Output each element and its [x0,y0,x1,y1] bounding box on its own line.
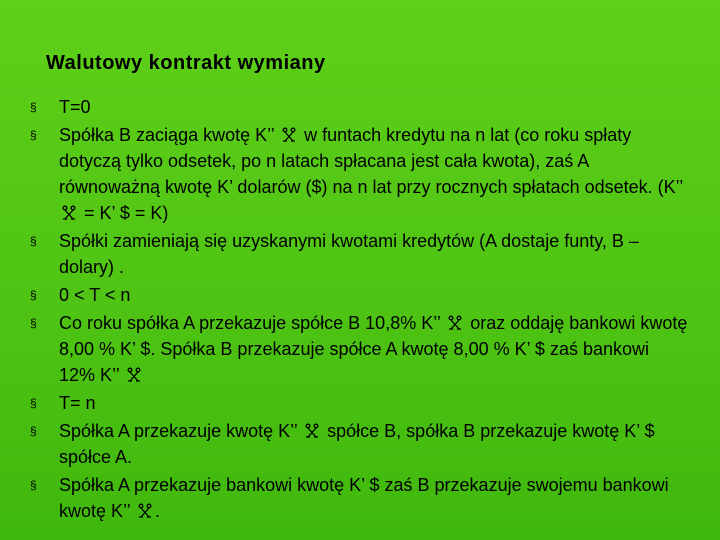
pound-symbol-icon [281,124,297,140]
pound-symbol-icon [304,420,320,436]
bullet-marker: § [30,128,37,142]
list-item: § Spółka A przekazuje kwotę K’’ spółce B, spółka B przekazuje kwotę K’ $ spółce A. [30,418,690,470]
bullet-marker: § [30,234,37,248]
pound-symbol-icon [447,312,463,328]
pound-symbol-icon [137,500,153,516]
list-item: § Spółka A przekazuje bankowi kwotę K’ $ zaś B przekazuje swojemu bankowi kwotę K’’ . [30,472,690,524]
list-item: § Co roku spółka A przekazuje spółce B 10,8% K’’ oraz oddaję bankowi kwotę 8,00 % K’ $. Spółka B przekazuje spółce A kwotę 8,00 % K’ $ zaś bankowi 12% K’’ [30,310,690,388]
slide-title: Walutowy kontrakt wymiany [46,52,326,74]
bullet-marker: § [30,316,37,330]
bullet-marker: § [30,478,37,492]
bullet-marker: § [30,288,37,302]
bullet-marker: § [30,396,37,410]
bullet-marker: § [30,424,37,438]
pound-symbol-icon [61,202,77,218]
list-item: § T=0 [30,94,690,120]
pound-symbol-icon [126,364,142,380]
list-item: § T= n [30,390,690,416]
bullet-marker: § [30,100,37,114]
bullet-list [30,94,690,524]
list-item: § Spółki zamieniają się uzyskanymi kwotami kredytów (A dostaje funty, B – dolary) . [30,228,690,280]
list-item: § 0 < T < n [30,282,690,308]
list-item: § Spółka B zaciąga kwotę K’’ w funtach kredytu na n lat (co roku spłaty dotyczą tylko odsetek, po n latach spłacana jest cała kwota), zaś A równoważną kwotę K’ dolarów ($) na n lat przy rocznych spłatach odsetek. (K’’ = K’ $ = K) [30,122,690,226]
